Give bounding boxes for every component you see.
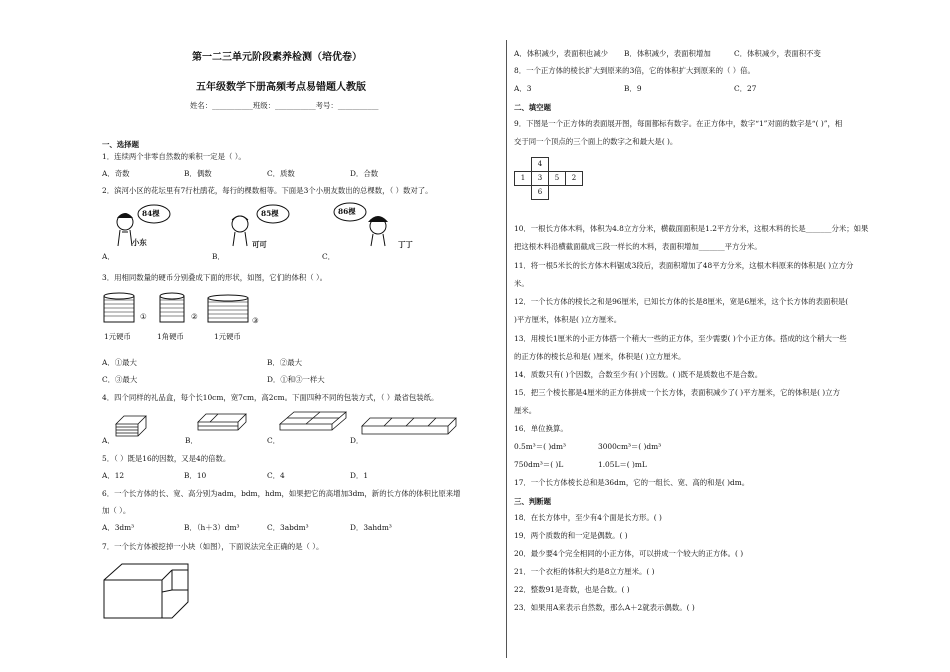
q2-bubble-2: 85棵 — [261, 209, 279, 218]
q2-bubble-1: 84棵 — [142, 209, 160, 218]
q4-packaging-drawings — [116, 412, 456, 442]
q7-option-c: C．体积减少，表面积不变 — [734, 49, 821, 58]
q6-option-d: D．3ahdm³ — [350, 523, 392, 532]
q19: 19．两个质数的和一定是偶数。( ) — [514, 531, 628, 540]
q13-line-2: 的正方体的棱长总和是( )厘米，体积是( )立方厘米。 — [514, 352, 686, 361]
coin-stack-1 — [104, 293, 134, 322]
q4-stem: 4．四个同样的礼品盒，每个长10cm，宽7cm，高2cm。下面四种不同的包装方式，（ ）最省包装纸。 — [102, 393, 439, 402]
q5-option-b: B．10 — [184, 471, 207, 480]
q6-option-a: A．3dm³ — [102, 523, 135, 532]
q7-stem: 7．一个长方体被挖掉一小块（如图），下面说法完全正确的是（ ）。 — [102, 542, 324, 551]
q2-name-3: 丁丁 — [398, 240, 413, 249]
q6-stem-2: 加（ ）。 — [102, 506, 131, 515]
q3-mark-1: ① — [140, 312, 147, 321]
q4-option-d: D． — [350, 436, 364, 445]
q2-option-b: B． — [212, 252, 225, 261]
net-cell-5: 5 — [549, 172, 566, 186]
q3-option-a: A．①最大 — [102, 358, 137, 367]
q21: 21．一个衣柜的体积大约是8立方厘米。( ) — [514, 567, 655, 576]
q4-option-c: C． — [267, 436, 281, 445]
package-c — [280, 412, 346, 430]
q3-mark-2: ② — [191, 312, 198, 321]
q8-option-b: B．9 — [624, 84, 642, 93]
q9-cube-net — [514, 157, 583, 200]
q8-stem: 8．一个正方体的棱长扩大到原来的3倍，它的体积扩大到原来的（ ）倍。 — [514, 66, 755, 75]
title-line-2: 五年级数学下册高频考点易错题人教版 — [196, 82, 366, 93]
q2-option-a: A． — [102, 252, 115, 261]
q5-option-c: C．4 — [267, 471, 285, 480]
coin-stack-2 — [160, 293, 184, 322]
q2-bubble-3: 86棵 — [338, 207, 356, 216]
net-cell-1: 1 — [515, 172, 532, 186]
q18: 18．在长方体中，至少有4个面是长方形。( ) — [514, 513, 662, 522]
q2-name-1: 小东 — [132, 238, 147, 247]
q6-stem: 6．一个长方体的长、宽、高分别为adm，bdm，hdm，如果把它的高增加3dm，新的长方体的体积比原来增 — [102, 489, 461, 498]
section-fill: 二、填空题 — [514, 103, 551, 112]
q6-option-b: B．（h＋3）dm³ — [184, 523, 240, 532]
q7-cuboid-figure — [102, 562, 192, 624]
q4-option-b: B． — [185, 436, 198, 445]
q16-conv-c: 750dm³＝( )L — [514, 460, 564, 469]
package-d — [362, 418, 456, 434]
q14-line-1: 14．质数只有( )个因数，合数至少有( )个因数。( )既不是质数也不是合数。 — [514, 370, 763, 379]
q2-stem: 2．滨河小区的花坛里有7行杜鹃花，每行的棵数相等。下面是3个小朋友数出的总棵数，（ ）数对了。 — [102, 186, 433, 195]
q3-option-b: B．②最大 — [267, 358, 302, 367]
q20: 20．最少要4个完全相同的小正方体，可以拼成一个较大的正方体。( ) — [514, 549, 744, 558]
coin-stack-3 — [208, 295, 248, 322]
q11-line-2: 米。 — [514, 279, 529, 288]
q2-name-2: 可可 — [252, 240, 267, 249]
q1-option-b: B．偶数 — [184, 169, 212, 178]
q15-line-2: 厘米。 — [514, 406, 537, 415]
q6-option-c: C．3abdm³ — [267, 523, 309, 532]
q16-conv-b: 3000cm³＝( )dm³ — [598, 442, 662, 451]
q10-line-2: 把这根木料沿横截面截成三段一样长的木料，表面积增加_______平方分米。 — [514, 242, 762, 251]
q8-option-c: C．27 — [734, 84, 757, 93]
q3-coin-label-2: 1角硬币 — [157, 332, 184, 341]
q5-stem: 5．（ ）既是16的因数，又是4的倍数。 — [102, 454, 231, 463]
q2-option-c: C． — [322, 252, 336, 261]
q3-stem: 3．用相同数量的硬币分别叠成下面的形状，如图，它们的体积（ ）。 — [102, 273, 328, 282]
q1-option-d: D．合数 — [350, 169, 379, 178]
section-judge: 三、判断题 — [514, 497, 551, 506]
net-cell-3: 3 — [532, 172, 549, 186]
q8-option-a: A．3 — [514, 84, 532, 93]
q12-line-1: 12．一个长方体的棱长之和是96厘米，已知长方体的长是8厘米，宽是6厘米，这个长方体的表面积是( — [514, 297, 849, 306]
q3-coin-label-1: 1元硬币 — [104, 332, 131, 341]
q4-option-a: A． — [102, 436, 115, 445]
q7-option-b: B．体积减少，表面积增加 — [624, 49, 711, 58]
package-b — [198, 414, 246, 430]
section-choice: 一、选择题 — [102, 140, 139, 149]
q11-line-1: 11．将一根5米长的长方体木料锯成3段后，表面积增加了48平方分米，这根木料原来的体积是( )立方分 — [514, 261, 854, 270]
q3-option-c: C．③最大 — [102, 375, 138, 384]
net-cell-2: 2 — [566, 172, 583, 186]
column-divider — [506, 40, 507, 658]
q13-line-1: 13．用棱长1厘米的小正方体搭一个稍大一些的正方体，至少需要( )个小正方体。搭成的这个稍大一些 — [514, 334, 847, 343]
q23: 23．如果用A来表示自然数，那么A＋2就表示偶数。( ) — [514, 603, 695, 612]
q5-option-d: D．1 — [350, 471, 369, 480]
q3-coin-label-3: 1元硬币 — [214, 332, 241, 341]
q16-conv-d: 1.05L＝( )mL — [598, 460, 647, 469]
q3-mark-3: ③ — [252, 316, 259, 325]
q16-line-1: 16．单位换算。 — [514, 424, 568, 433]
q3-coin-stacks — [102, 290, 272, 328]
title-line-1: 第一二三单元阶段素养检测（培优卷） — [192, 52, 362, 63]
q12-line-2: )平方厘米，体积是( )立方厘米。 — [514, 315, 622, 324]
q17-line-1: 17．一个长方体棱长总和是36dm，它的一组长、宽、高的和是( )dm。 — [514, 478, 750, 487]
q3-option-d: D．①和③一样大 — [267, 375, 325, 384]
q5-option-a: A．12 — [102, 471, 125, 480]
q22: 22．整数91是奇数，也是合数。( ) — [514, 585, 630, 594]
q1-option-c: C．质数 — [267, 169, 295, 178]
q16-conv-a: 0.5m³＝( )dm³ — [514, 442, 566, 451]
q9-stem-2: 交于同一个顶点的三个面上的数字之和最大是( )。 — [514, 137, 678, 146]
q15-line-1: 15．把三个棱长都是4厘米的正方体拼成一个长方体，表面积减少了( )平方厘米，它的体积是( )立方 — [514, 388, 840, 397]
net-cell-top: 4 — [532, 158, 549, 172]
net-cell-bottom: 6 — [532, 186, 549, 200]
q1-stem: 1．连续两个非零自然数的乘积一定是（ ）。 — [102, 152, 246, 161]
q10-line-1: 10．一根长方体木料，体积为4.8立方分米，横截面面积是1.2平方分米，这根木料的长是_______分米；如果 — [514, 224, 869, 233]
q7-option-a: A．体积减少，表面积也减少 — [514, 49, 609, 58]
package-a — [116, 416, 146, 436]
q9-stem: 9．下图是一个正方体的表面展开图，每面都标有数字。在正方体中，数字“1”对面的数字是“( )”，相 — [514, 119, 843, 128]
student-info: 姓名：___________班级：___________考号：___________ — [190, 101, 379, 110]
q1-option-a: A．奇数 — [102, 169, 130, 178]
